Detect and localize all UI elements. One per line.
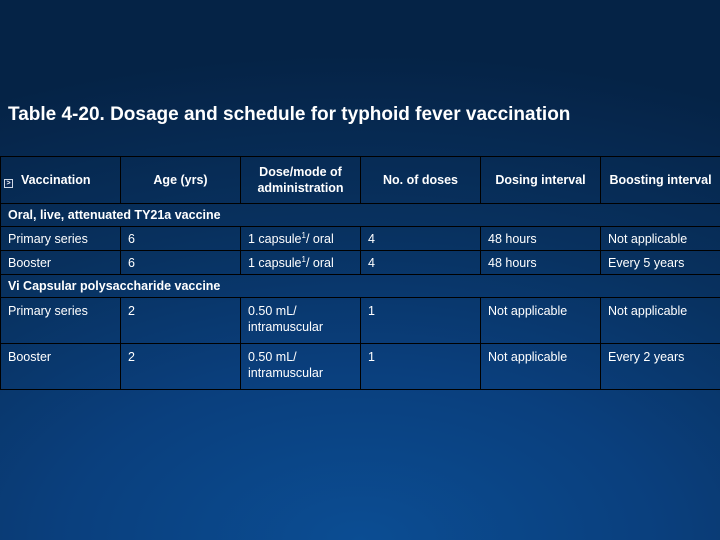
cell-boosting-interval: Every 2 years [601, 344, 720, 390]
section-row-oral [1, 204, 720, 227]
vaccination-schedule-table [0, 156, 720, 390]
table-header-row [1, 157, 720, 204]
cell-dose-mode: 0.50 mL/ intramuscular [241, 344, 361, 390]
cell-age: 6 [121, 251, 241, 275]
cell-dosing-interval: 48 hours [481, 251, 601, 275]
cell-dose-mode: 1 capsule$^1$/ oral [241, 251, 361, 275]
header-dosing-interval: Dosing interval [481, 157, 601, 204]
header-dose-mode: Dose/mode of administration [241, 157, 361, 204]
cell-age: 6 [121, 227, 241, 251]
table-row [1, 227, 720, 251]
cell-vaccination: Booster [1, 251, 121, 275]
header-vaccination: > Vaccination [1, 157, 121, 204]
cell-dosing-interval: 48 hours [481, 227, 601, 251]
header-boosting-interval: Boosting interval [601, 157, 720, 204]
header-age: Age (yrs) [121, 157, 241, 204]
cell-boosting-interval: Not applicable [601, 227, 720, 251]
table-row [1, 251, 720, 275]
cell-vaccination: Primary series [1, 298, 121, 344]
header-doses: No. of doses [361, 157, 481, 204]
cell-doses: 1 [361, 344, 481, 390]
cell-doses: 4 [361, 227, 481, 251]
page-title: Table 4-20. Dosage and schedule for typhoid fever vaccination [8, 104, 571, 125]
cell-dose-mode: 0.50 mL/ intramuscular [241, 298, 361, 344]
cell-doses: 1 [361, 298, 481, 344]
section-label: Oral, live, attenuated TY21a vaccine [1, 204, 720, 227]
cell-dosing-interval: Not applicable [481, 298, 601, 344]
cell-vaccination: Primary series [1, 227, 121, 251]
cell-boosting-interval: Not applicable [601, 298, 720, 344]
cell-age: 2 [121, 344, 241, 390]
table-row [1, 344, 720, 390]
arrow-marker-icon: > [4, 179, 13, 188]
cell-vaccination: Booster [1, 344, 121, 390]
cell-dose-mode: 1 capsule$^1$/ oral [241, 227, 361, 251]
cell-boosting-interval: Every 5 years [601, 251, 720, 275]
section-row-vi-capsular [1, 275, 720, 298]
cell-doses: 4 [361, 251, 481, 275]
table-row [1, 298, 720, 344]
cell-age: 2 [121, 298, 241, 344]
cell-dosing-interval: Not applicable [481, 344, 601, 390]
section-label: Vi Capsular polysaccharide vaccine [1, 275, 720, 298]
